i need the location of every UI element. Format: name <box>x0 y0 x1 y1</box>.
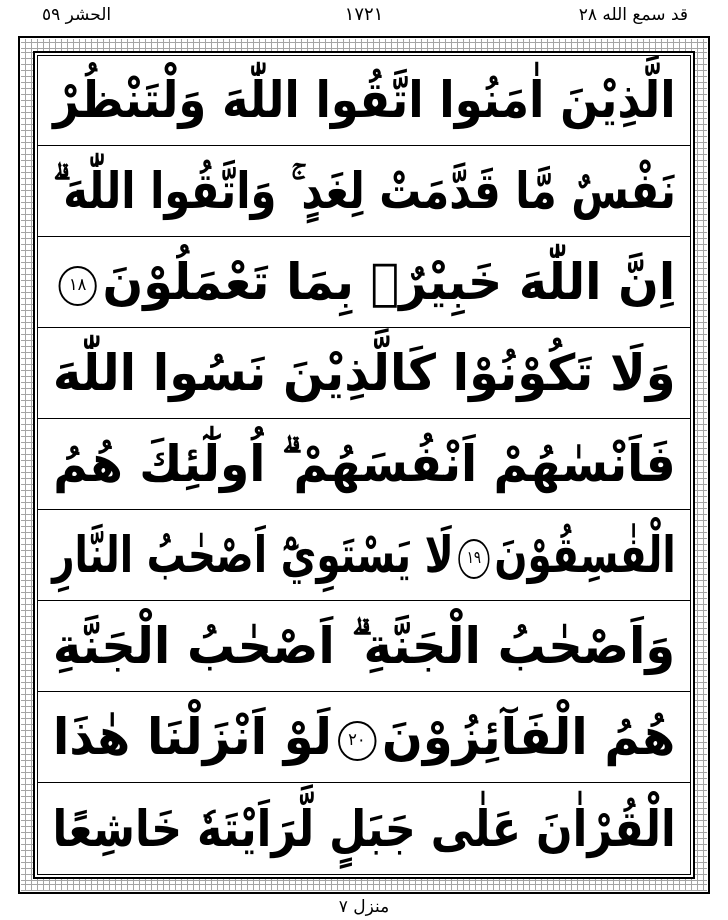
verse-line <box>37 419 691 510</box>
verse-line-text <box>49 252 679 312</box>
verse-segment: الْقُرْاٰنَ عَلٰى جَبَلٍ لَّرَاَيْتَهٗ خَاشِعًا <box>52 799 676 858</box>
verse-line-text <box>49 161 679 221</box>
manzil-label: منزل ٧ <box>338 897 390 917</box>
verse-segment: الْفٰسِقُوْنَ <box>494 526 676 584</box>
verse-line-text <box>49 434 679 494</box>
verse-line-text <box>49 799 679 859</box>
verse-lines <box>37 55 691 875</box>
verse-segment: وَاَصْحٰبُ الْجَنَّةِ ۗ اَصْحٰبُ الْجَنَّةِ <box>52 617 676 675</box>
verse-segment: وَلَا تَكُوْنُوْا كَالَّذِيْنَ نَسُوا اللّٰهَ <box>52 344 676 402</box>
verse-line <box>37 510 691 601</box>
verse-line-text <box>49 616 679 676</box>
verse-line <box>37 601 691 692</box>
verse-segment: نَفْسٌ مَّا قَدَّمَتْ لِغَدٍ ۚ وَاتَّقُوا اللّٰهَ ۗ <box>52 162 676 220</box>
verse-segment: هُمُ الْفَآئِزُوْنَ <box>381 708 676 766</box>
verse-segment: لَوْ اَنْزَلْنَا هٰذَا <box>52 708 332 766</box>
page-header <box>0 0 728 30</box>
page-number: ١٧٢١ <box>344 4 384 25</box>
verse-segment: الَّذِيْنَ اٰمَنُوا اتَّقُوا اللّٰهَ وَلْتَنْظُرْ <box>52 71 676 129</box>
verse-line <box>37 237 691 328</box>
verse-line <box>37 692 691 783</box>
verse-segment: فَاَنْسٰهُمْ اَنْفُسَهُمْ ۗ اُولٰٓئِكَ هُمُ <box>52 435 676 493</box>
surah-name-label: الحشر ٥٩ <box>42 5 112 25</box>
ayah-number-marker: ١٩ <box>458 539 489 579</box>
verse-line-text <box>49 343 679 403</box>
verse-line <box>37 55 691 146</box>
verse-line-text <box>49 70 679 130</box>
verse-line <box>37 783 691 874</box>
verse-line-text <box>49 525 679 585</box>
verse-segment: لَا يَسْتَوِيْٓ اَصْحٰبُ النَّارِ <box>52 526 454 584</box>
verse-segment: اِنَّ اللّٰهَ خَبِيْرٌۢ بِمَا تَعْمَلُوْنَ <box>102 253 676 311</box>
ayah-number-marker: ٢٠ <box>338 721 376 761</box>
verse-line <box>37 328 691 419</box>
ayah-number-marker: ١٨ <box>59 266 97 306</box>
juz-name-label: قد سمع الله ٢٨ <box>578 5 688 25</box>
verse-line <box>37 146 691 237</box>
verse-line-text <box>49 707 679 767</box>
